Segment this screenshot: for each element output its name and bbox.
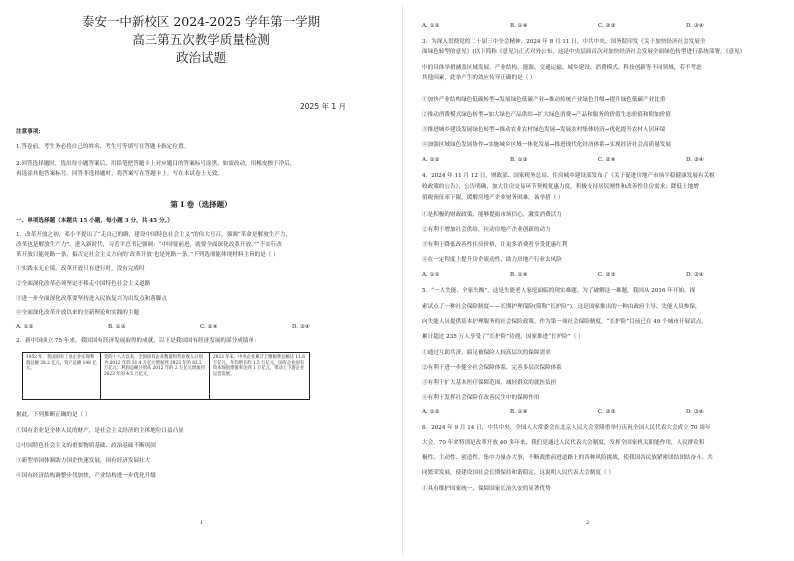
q2-data-table	[22, 352, 310, 400]
q1-answer-b: B. ①③	[108, 324, 126, 330]
q3-answer-b: B. ①③	[510, 157, 528, 163]
q2-answer-a: A. ①②	[422, 23, 440, 29]
q1-option-2: ②全面深化改革必须坚定不移走中国特色社会主义道路	[16, 281, 151, 287]
q2-table-cell-2: 党的十八大以来，全国国有企业数量和营业收入分别为 2012 年的 31.4 万亿元增加到 2023 年的 83.2 万亿元；利润总额分别从 2012 年的 2 万亿元增加到 2023 年的 4.5 万亿元。	[101, 353, 210, 399]
q5-option-1: ①通过互助共济，搞足被保险人较高层次的保障需求	[422, 350, 551, 356]
q1-option-3: ③进一步全面深化改革要坚持进入民族复兴为出发点和落脚点	[16, 296, 168, 302]
q1-answer-c: C. ②④	[200, 324, 218, 330]
exam-title-school: 泰安一中新校区 2024-2025 学年第一学期	[81, 14, 321, 29]
section-heading: 第 I 卷（选择题）	[170, 200, 232, 209]
q5-option-2: ②有利于进一步健全社会保障体系，完善多层次保障体系	[422, 365, 562, 371]
exam-date: 2025 年 1 月	[300, 102, 347, 111]
q5-answer-a: A. ①②	[422, 409, 440, 415]
exam-title-test: 高三第五次教学质量检测	[132, 32, 270, 47]
page-1	[16, 0, 386, 561]
q1-stem-3: 革开放只能死路一条，搞否定社会主义方向的‘改革开放’也是死路一条。”下列选项能体现材料主旨的是（ ）	[16, 252, 279, 258]
note-2-line-2: 再选涂其他答案标号。回答非选择题时，将答案写在答题卡上。写在本试卷上无效。	[16, 171, 223, 177]
q4-option-1: ①是积极的财政政策，能够提振市场信心，激发消费活力	[422, 212, 562, 218]
q2-answer-d: D. ③④	[686, 23, 704, 29]
q6-stem-2: 大会。70 年来特别是改革开放 40 多年来，我们党通过人民代表大会制度，发挥全国家机关职能作用，人民群众积	[422, 440, 705, 446]
q3-answer-c: C. ②④	[598, 157, 616, 163]
page-divider	[402, 6, 403, 555]
q4-stem-2: 收政策的公告》，公告明确，加大住房交易环节契税优惠力度，积极支持居民刚性和改善性住房需求；降低土地增	[422, 184, 699, 190]
q3-stem-3: 中的具体举措涵盖区域发展、产业结构、能源、交通运输、城乡建设、消费模式、科技创新等不同领域，若不考虑	[422, 65, 702, 71]
q6-stem-1: 6．2024 年 9 月 14 日，中共中央、全国人大常委会在北京人民大会堂隆重举行庆祝全国人民代表大会成立 70 周年	[422, 425, 711, 431]
page-number-2: 2	[586, 520, 590, 526]
q5-answer-b: B. ①④	[510, 409, 528, 415]
q6-stem-3: 极性、主动性、创造性。集中力量办大事，不断战胜前进道路上的各种风险挑战，使我国各民族紧密团结团结奋斗、共	[422, 455, 713, 461]
q5-stem-3: 向失能人员提供基本护理服务的社会保险政策。作为第一项社会保险制度，“长护险”目前已在 49 个城市开展试点，	[422, 319, 707, 325]
q1-option-1: ①实践永无止境，改革开放只有进行时，没有完成时	[16, 266, 145, 272]
note-1: 1.答卷前，考生务必将自己的姓名、考生号等填写在答题卡指定位置。	[16, 144, 190, 150]
q2-table-cell-1: 1952 年，我国国有工业企业实现利润总额 28.2 亿元，资产总额 148 亿元。	[23, 353, 101, 399]
q3-stem-2: 面绿色转型的意见》(以下简称《意见》)正式对外公布，这是中央层面首次对加快经济社会发展全面绿色转型进行系统部署。《意见》	[422, 49, 746, 55]
q4-answer-b: B. ①④	[510, 272, 528, 278]
q5-answer-d: D. ③④	[686, 409, 704, 415]
q3-option-3: ③推进城乡建设发展绿色转型→推动农业农村绿色发展→发展农村集体经济→优化提升农村人居环境	[422, 127, 666, 133]
page-2	[422, 0, 782, 561]
q2-answer-b: B. ①④	[510, 23, 528, 29]
q4-stem-3: 值税预征率下限，缓解房地产企业财务困难。该举措（ ）	[422, 195, 564, 201]
q5-option-3: ③有利于扩大基本医疗保障范围，减轻群众的就医负担	[422, 380, 557, 386]
q3-option-1: ①加快产业结构绿色低碳转型→发展绿色低碳产业→推动传统产业绿色升级→提升绿色低碳产业比重	[422, 97, 666, 103]
q2-option-4: ④国有经济结构调整步伐加快，产业结构进一步优化升级	[16, 473, 156, 479]
q2-stem-1: 2．新中国成立 75 年来，我国国有经济发展取得的成就，以下是我国国有经济发展的部分成绩单：	[16, 338, 260, 344]
q5-stem-4: 累计超过 235 万人享受了“长护险”待遇，国家推进“长护险”（ ）	[422, 334, 584, 340]
q4-option-3: ③有利于降低改善性住房价格，让更多消费者享受优惠红利	[422, 242, 568, 248]
page-number-1: 1	[200, 520, 204, 526]
q4-option-2: ②有利于增加社会供给，拉动房地产企业创新的动力	[422, 227, 551, 233]
q2-option-2: ②中国特色社会主义的重要物质基础、政治基础不断巩固	[16, 443, 156, 449]
q6-stem-4: 同繁荣发展，使建设国社会长期保持和谐稳定。这说明人民代表大会制度（ ）	[422, 470, 614, 476]
q1-answer-a: A. ①②	[16, 324, 34, 330]
q2-answer-c: C. ②③	[598, 23, 616, 29]
q4-option-4: ④在一定程度上提升房企流动性，助力房地产行业去风险	[422, 257, 562, 263]
q2-table-cell-3: 2023 年末，中央企业累计上缴税费总额达 11.6 万亿元，年均增长约 1.5 万亿元，国有企业国有资本保值增值率达到 1 万亿元，带动上下游企业运营发展。	[212, 355, 305, 377]
q3-stem-1: 3．为深入贯彻党的二十届三中全会精神，2024 年 8 月 11 日，中共中央、国务院印发《关于加快经济社会发展全	[422, 39, 706, 45]
q2-option-3: ③新型举国体制助力国企快速发展，国有经济发展壮大	[16, 458, 151, 464]
q5-option-4: ④有利于发挥社会保险在改善民生中的保障作用	[422, 395, 540, 401]
q3-option-2: ②推动消费模式绿色转型→加大绿色产品供给→扩大绿色消费→产品和服务的价值生态价值和附加价值	[422, 112, 671, 118]
q4-answer-d: D. ③④	[686, 272, 704, 278]
section-intro: 一、单项选择题（本题共 15 小题，每小题 3 分，共 45 分。）	[16, 218, 174, 224]
q3-option-4: ④加强区域绿色发展协作→实施城乡区域一体化发展→推进现代化经济体系→实现经济社会高质量发展	[422, 142, 671, 148]
q1-stem-1: 1．改革开放之初，邓小平提出了“走自己的路，建设中国特色社会主义”的伟大号召，强调“革命是解放生产力，	[16, 232, 292, 238]
q2-prompt: 据此，下列推断正确的是（ ）	[16, 412, 91, 418]
q5-stem-1: 5．“一人失能，全家失衡”，这是失能老人家庭面临的现实难题。为了破解这一难题，我国从 2016 年开始，探	[422, 288, 696, 294]
q4-stem-1: 4．2024 年 11 月 12 日，财政部、国家税务总局、住房城乡建设部发布了《关于促进房地产市场平稳健康发展有关税	[422, 173, 715, 179]
q5-answer-c: C. ②③	[598, 409, 616, 415]
q6-option-1: ①具有维护国家统一、保障国家长治久安的显著优势	[422, 486, 551, 492]
q1-answer-d: D. ③④	[292, 324, 310, 330]
q3-answer-d: D. ③④	[686, 157, 704, 163]
q3-answer-a: A. ①②	[422, 157, 440, 163]
q1-stem-2: 改革也是解放生产力”。进入新时代，习近平总书记强调：“中国要前进，就要全面深化改革开放。”“不实行改	[16, 242, 282, 248]
q3-stem-4: 其他因素，此举产生的效应传导正确的是（ ）	[422, 75, 536, 81]
q1-option-4: ④全面深化改革开放以来的全新理论和实践的主题	[16, 310, 140, 316]
notes-heading: 注意事项:	[16, 129, 41, 135]
q4-answer-c: C. ②③	[598, 272, 616, 278]
exam-title-subject: 政治试题	[175, 50, 226, 65]
q5-stem-2: 索试点了一种社会保险制度——长期护理保险(简称“长护险”)，这是国家推出的一种由政府主导、失能人员参保，	[422, 304, 701, 310]
q2-option-1: ①国有企业是全体人民的财产，是社会主义经济的主体地位日益凸显	[16, 428, 184, 434]
q4-answer-a: A. ①②	[422, 272, 440, 278]
note-2-line-1: 2.回答选择题时，选出每小题答案后，用铅笔把答题卡上对应题目的答案标号涂黑。如需改动，用橡皮擦干净后，	[16, 161, 296, 167]
